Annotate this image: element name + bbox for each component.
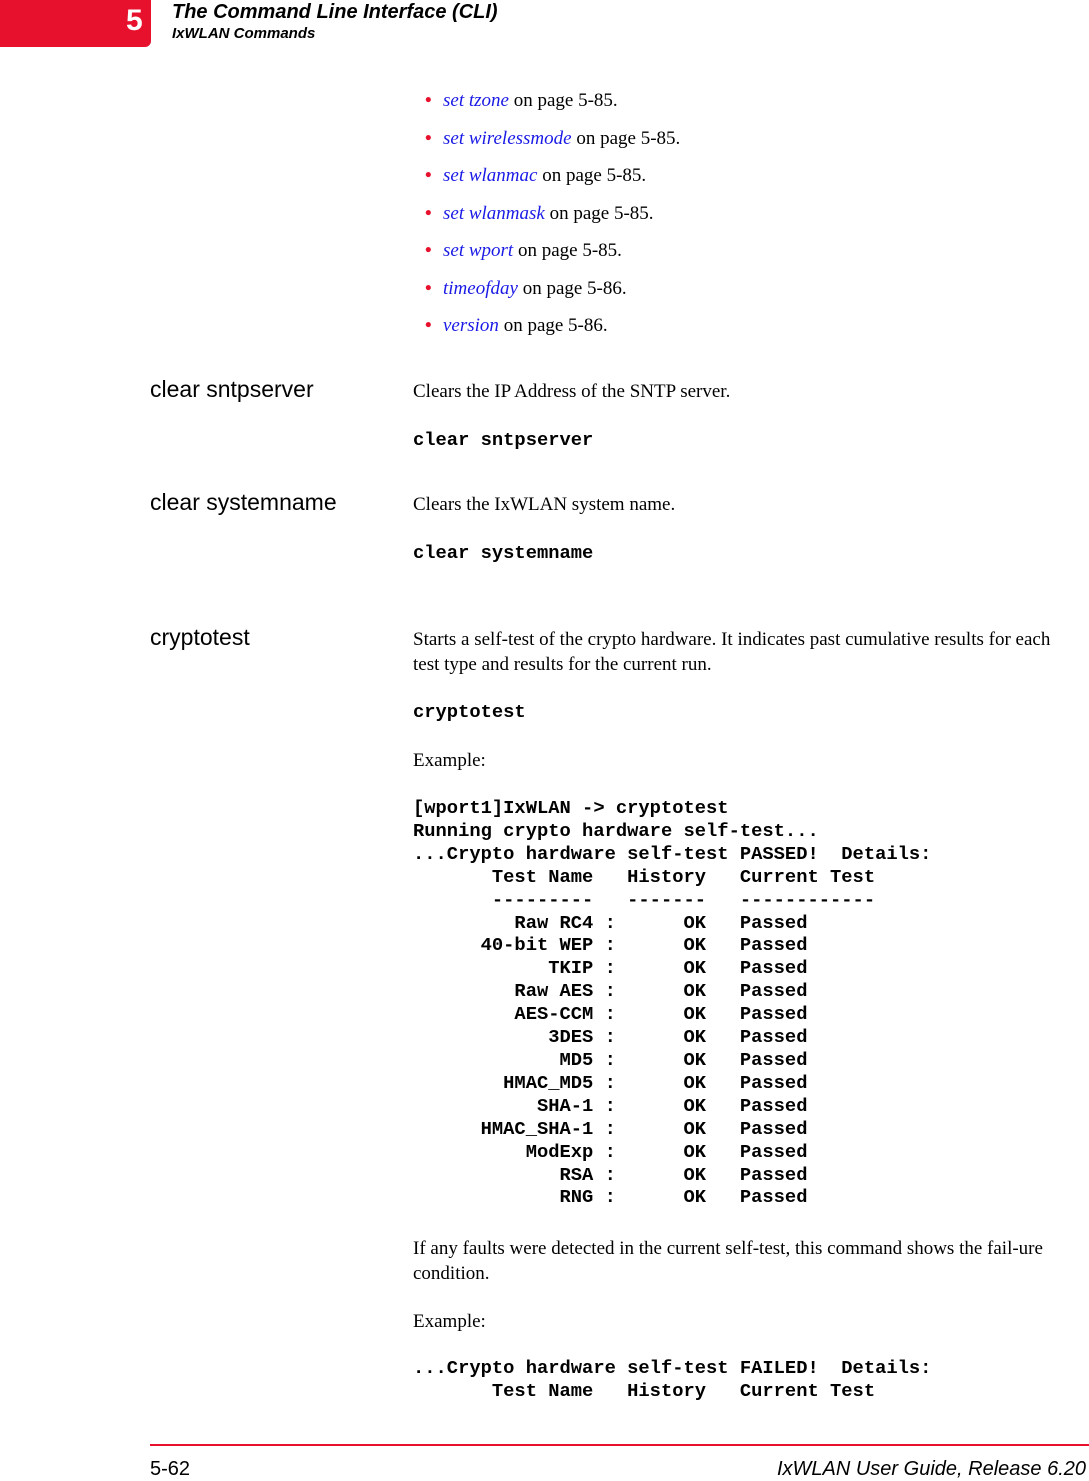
list-item [425,88,680,126]
section-heading-clear-systemname: clear systemname [150,489,337,515]
page-reference: on page 5-85. [537,165,647,186]
page-reference: on page 5-85. [571,127,681,149]
bullet-icon: • [425,315,432,336]
cryptotest-fault-description: If any faults were detected in the current self-test, this command shows the fail-ure condition. [413,1238,1043,1284]
example-label: Example: [413,750,486,771]
page-reference: on page 5-85. [513,240,622,261]
page-reference: on page 5-85. [508,90,618,111]
list-item [425,201,680,239]
bullet-icon: • [425,127,432,149]
list-item [425,276,680,314]
clear-systemname-description: Clears the IxWLAN system name. [413,494,676,515]
list-item [425,163,680,201]
bullet-icon: • [425,165,432,186]
cross-reference-link[interactable]: set tzone [443,90,509,111]
cross-reference-link[interactable]: timeofday [443,277,518,299]
bullet-icon: • [425,240,432,261]
header-title: The Command Line Interface (CLI) [172,1,498,23]
clear-sntpserver-syntax: clear sntpserver [413,429,594,451]
cross-reference-link[interactable]: set wirelessmode [443,127,572,149]
list-item [425,313,680,351]
cross-reference-link[interactable]: set wlanmask [443,202,545,224]
header-subtitle: IxWLAN Commands [172,25,316,42]
cross-reference-link[interactable]: set wlanmac [443,165,538,186]
cross-reference-link[interactable]: set wport [443,240,514,261]
page-reference: on page 5-86. [517,277,627,299]
clear-systemname-syntax: clear systemname [413,542,594,564]
list-item [425,238,680,276]
cryptotest-example-output: [wport1]IxWLAN -> cryptotest Running crypto hardware self-test... ...Crypto hardware self-test PASSED! Details: Test Name History Current Test --------- ------- ------------ Raw RC4 : OK Passed 40-bit WEP : OK Passed TKIP : OK Passed Raw AES : OK Passed AES-CCM : OK Passed 3DES : OK Passed MD5 : OK Passed HMAC_MD5 : OK Passed SHA-1 : OK Passed HMAC_SHA-1 : OK Passed ModExp : OK Passed RSA : OK Passed RNG : OK Passed [413,797,932,1209]
bullet-icon: • [425,90,432,111]
cryptotest-failed-example-output: ...Crypto hardware self-test FAILED! Details: Test Name History Current Test [413,1357,932,1402]
clear-sntpserver-description: Clears the IP Address of the SNTP server. [413,381,731,402]
page-reference: on page 5-85. [544,202,654,224]
section-heading-clear-sntpserver: clear sntpserver [150,376,314,402]
footer-divider [150,1444,1089,1446]
footer-page-number: 5-62 [150,1458,191,1480]
footer-document-title: IxWLAN User Guide, Release 6.20 [776,1458,1086,1480]
chapter-number: 5 [126,4,143,37]
list-item [425,126,680,164]
cross-reference-list [425,88,680,351]
cryptotest-description: Starts a self-test of the crypto hardware. It indicates past cumulative results for each test type and results for the current run. [413,629,1051,675]
bullet-icon: • [425,277,432,299]
cross-reference-link[interactable]: version [443,315,499,336]
section-heading-cryptotest: cryptotest [150,624,250,650]
cryptotest-syntax: cryptotest [413,701,526,723]
page-reference: on page 5-86. [498,315,608,336]
example-label: Example: [413,1311,486,1332]
bullet-icon: • [425,202,432,224]
